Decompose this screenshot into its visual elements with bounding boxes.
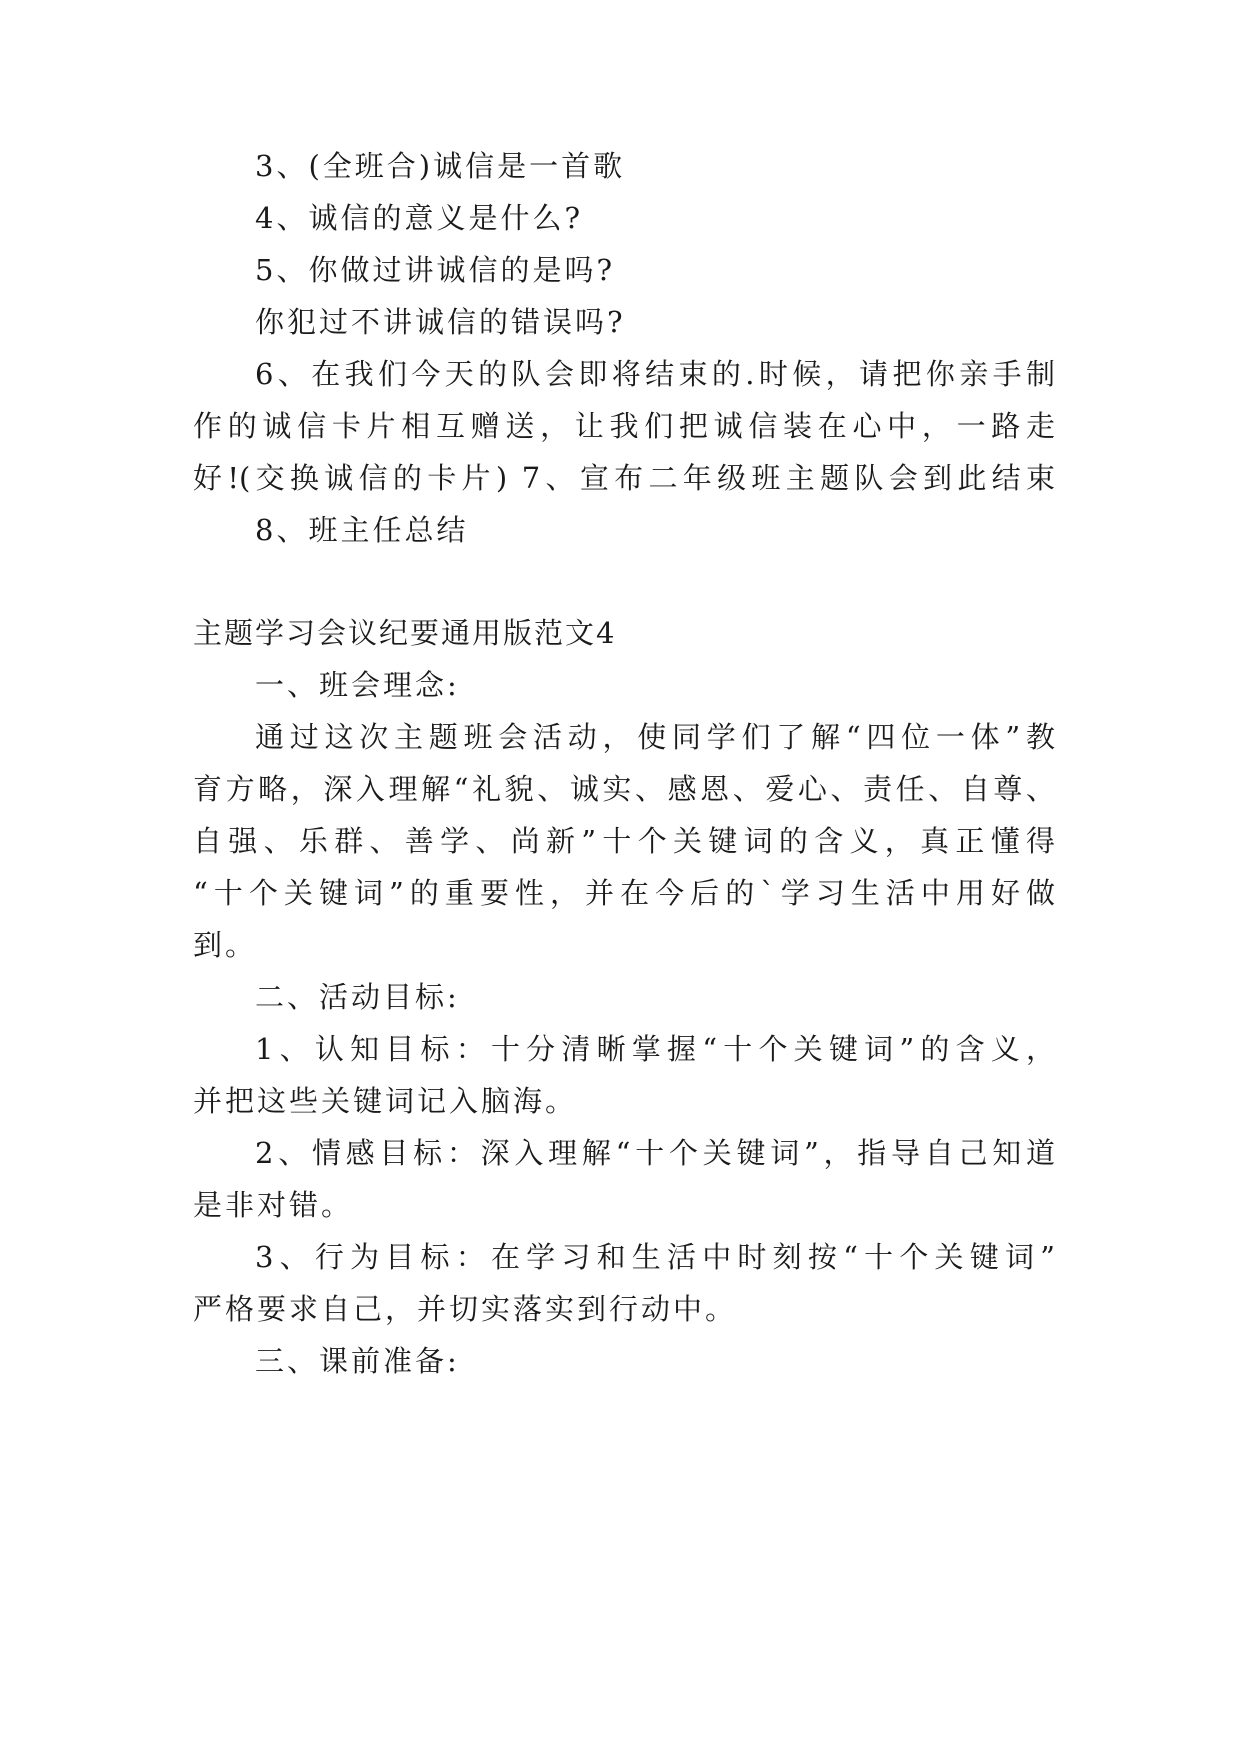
text-line: 3、行为目标：在学习和生活中时刻按“十个关键词” xyxy=(255,1240,1055,1274)
text-line: 你犯过不讲诚信的错误吗? xyxy=(255,305,626,339)
text-line: 三、课前准备: xyxy=(255,1344,460,1378)
text-line: 一、班会理念: xyxy=(255,668,460,702)
text-line: 作的诚信卡片相互赠送，让我们把诚信装在心中，一路走 xyxy=(193,409,1055,443)
text-line: 6、在我们今天的队会即将结束的.时候，请把你亲手制 xyxy=(255,357,1055,391)
text-line: 通过这次主题班会活动，使同学们了解“四位一体”教 xyxy=(255,720,1055,754)
section-heading: 主题学习会议纪要通用版范文4 xyxy=(193,616,617,650)
text-line: 育方略，深入理解“礼貌、诚实、感恩、爱心、责任、自尊、 xyxy=(193,772,1055,806)
text-line: 8、班主任总结 xyxy=(255,513,469,547)
text-line: 并把这些关键词记入脑海。 xyxy=(193,1084,578,1118)
text-line: 4、诚信的意义是什么? xyxy=(255,201,583,235)
text-line: 到。 xyxy=(193,928,258,962)
text-line: 1、认知目标：十分清晰掌握“十个关键词”的含义， xyxy=(255,1032,1055,1066)
text-line: 3、(全班合)诚信是一首歌 xyxy=(255,149,626,183)
text-line: 2、情感目标：深入理解“十个关键词”，指导自己知道 xyxy=(255,1136,1055,1170)
text-line: 自强、乐群、善学、尚新”十个关键词的含义，真正懂得 xyxy=(193,824,1055,858)
text-line: “十个关键词”的重要性，并在今后的`学习生活中用好做 xyxy=(193,876,1055,910)
text-line: 是非对错。 xyxy=(193,1188,354,1222)
text-line: 严格要求自己，并切实落实到行动中。 xyxy=(193,1292,738,1326)
text-line: 好!(交换诚信的卡片) 7、宣布二年级班主题队会到此结束 xyxy=(193,461,1055,495)
text-line: 二、活动目标: xyxy=(255,980,460,1014)
text-line: 5、你做过讲诚信的是吗? xyxy=(255,253,615,287)
